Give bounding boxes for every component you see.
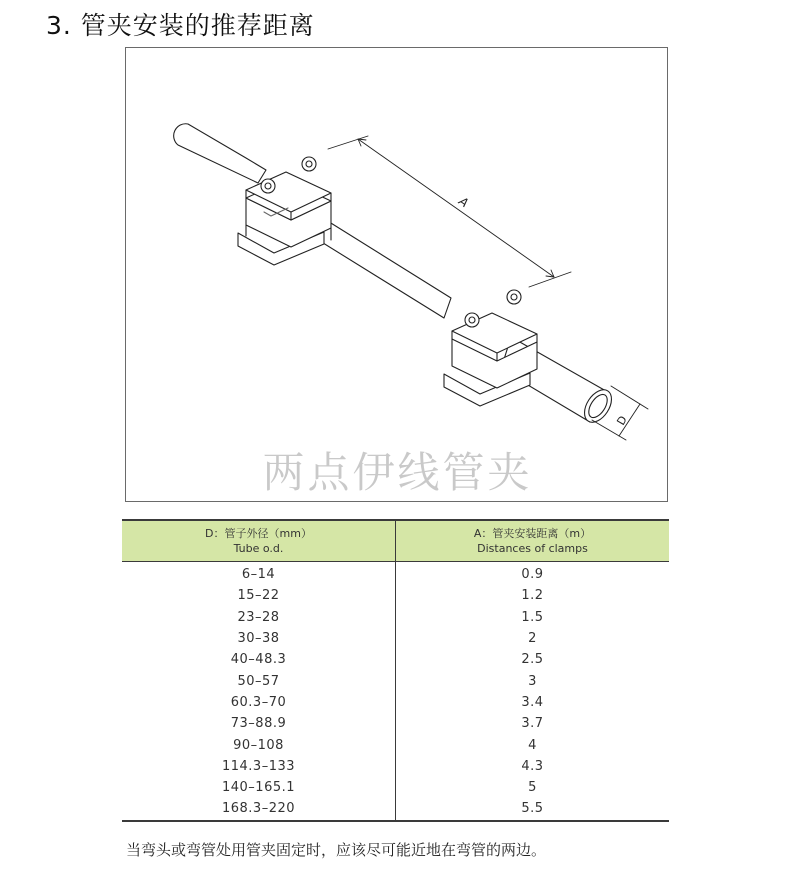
header-clamp-distance-en: Distances of clamps [477,542,588,555]
tube-od-cell: 90–108 [233,737,284,753]
header-clamp-distance [396,520,670,562]
pipe-segment-rear [174,124,266,183]
tube-od-cell: 140–165.1 [221,780,296,796]
table-row [122,585,669,606]
tube-od-cell: 6–14 [241,567,276,583]
dimension-d-label: D [614,413,630,428]
table-row [122,756,669,777]
table-row [122,777,669,798]
table-header-row [122,520,669,562]
table-row [122,607,669,628]
table-row [122,562,669,586]
header-clamp-distance-cn: A：管夹安装距离（m） [473,527,592,540]
tube-od-cell: 114.3–133 [221,758,296,774]
footnote: 当弯头或弯管处用管夹固定时，应该尽可能近地在弯管的两边。 [126,841,547,859]
tube-od-cell: 50–57 [237,673,280,689]
section-title: 3. 管夹安装的推荐距离 [46,11,315,40]
clamp-distance-cell: 5.5 [396,798,670,820]
clamp-distance-cell: 3.4 [396,692,670,713]
pipe-clamp-drawing [126,48,669,503]
clamp-installation-diagram [125,47,668,502]
clamp-distance-cell: 3 [396,670,670,691]
clamp-distance-cell: 5 [396,777,670,798]
table-row [122,734,669,755]
clamp-distance-cell: 2.5 [396,649,670,670]
tube-od-cell: 15–22 [237,588,280,604]
header-tube-od [122,520,396,562]
watermark: 两点伊线管夹 [262,448,533,497]
clamp-distance-cell: 4.3 [396,756,670,777]
tube-od-cell: 40–48.3 [230,652,287,668]
table-row [122,713,669,734]
clamp-distance-cell: 2 [396,628,670,649]
tube-od-cell: 23–28 [237,609,280,625]
header-tube-od-en: Tube o.d. [233,542,284,555]
header-tube-od-cn: D：管子外径（mm） [205,527,312,540]
tube-od-cell: 73–88.9 [230,716,287,732]
tube-od-cell: 168.3–220 [221,801,296,817]
table-row [122,798,669,820]
table-row [122,628,669,649]
clamp-distance-cell: 1.2 [396,585,670,606]
tube-od-cell: 30–38 [237,631,280,647]
table-row [122,649,669,670]
table-row [122,692,669,713]
clamp-distance-table [122,519,669,822]
clamp-distance-cell: 4 [396,734,670,755]
tube-od-cell: 60.3–70 [230,694,287,710]
clamp-distance-cell: 3.7 [396,713,670,734]
dimension-a-label: A [456,193,472,211]
table-row [122,670,669,691]
clamp-distance-cell: 1.5 [396,607,670,628]
clamp-distance-cell: 0.9 [396,562,670,586]
